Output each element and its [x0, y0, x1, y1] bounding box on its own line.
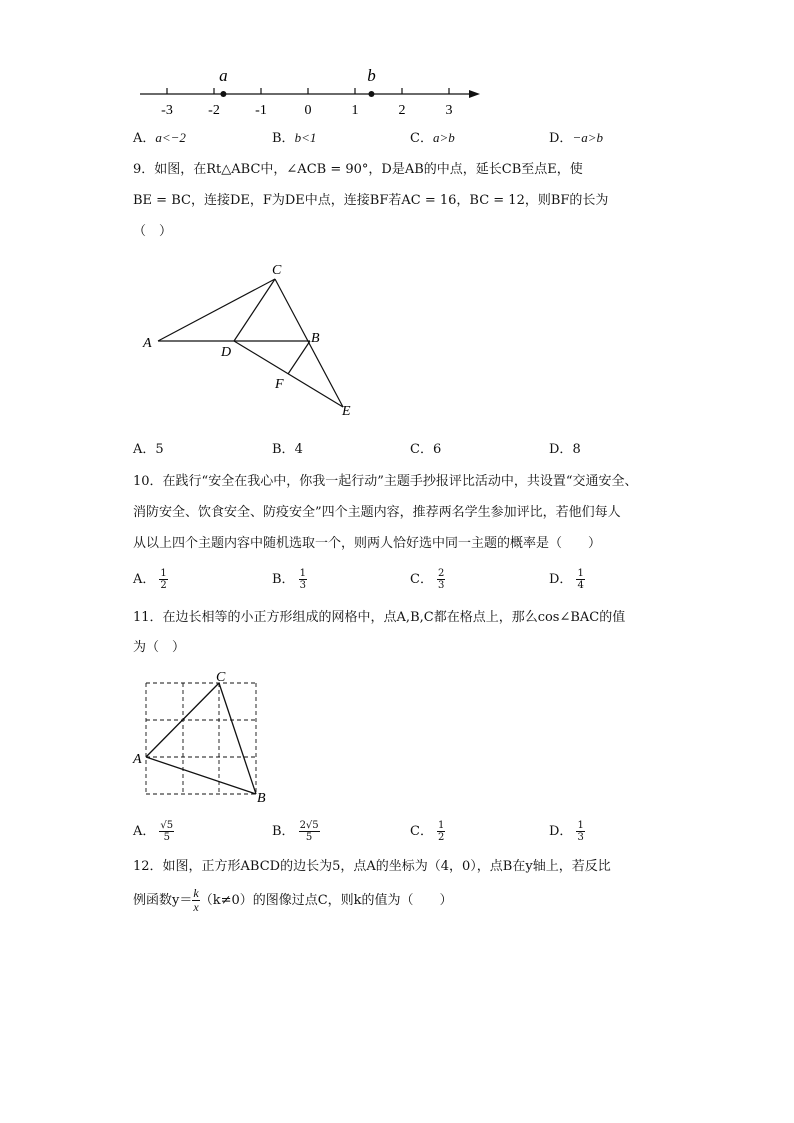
q8-option-a: A．a<−2 — [133, 130, 186, 146]
number-line-tick-label: 0 — [304, 103, 312, 118]
q8-option-c: C．a>b — [410, 130, 455, 146]
q9-option-d: D．8 — [549, 442, 581, 457]
segment-cb — [219, 683, 256, 794]
label-a: A — [133, 752, 142, 767]
q8-option-d: D．−a>b — [549, 130, 603, 146]
q8-option-b: B．b<1 — [272, 130, 317, 146]
q9-option-b: B．4 — [272, 442, 303, 457]
q10-stem-line2: 消防安全、饮食安全、防疫安全”四个主题内容，推荐两名学生参加评比，若他们每人 — [133, 505, 621, 520]
q9-stem-line2: BE = BC，连接DE，F为DE中点，连接BF若AC = 16，BC = 12，则BF的长为 — [133, 193, 609, 208]
number-line-tick-label: 2 — [398, 103, 406, 118]
q12-stem-line1: 12．如图，正方形ABCD的边长为5，点A的坐标为（4，0），点B在y轴上，若反比 — [133, 859, 611, 874]
q10-option-d: D． $\frac{1}{4}$ — [549, 568, 584, 591]
number-line-tick-label: -2 — [208, 103, 220, 118]
segment-dc — [234, 279, 275, 341]
point-b-dot — [368, 91, 374, 97]
q12-stem-line2: 例函数y＝ $\frac{k}{x}$ （k≠0）的图像过点C，则k的值为（ ） — [133, 886, 453, 914]
q11-grid-figure — [130, 665, 280, 810]
q11-stem-line1: 11．在边长相等的小正方形组成的网格中，点A,B,C都在格点上，那么cos∠BAC的值 — [133, 610, 626, 625]
label-a: A — [143, 336, 152, 351]
q9-option-a: A．5 — [133, 442, 164, 457]
q11-option-d: D． $\frac{1}{3}$ — [549, 820, 584, 843]
number-line-figure — [130, 60, 490, 120]
point-a-label: a — [219, 66, 228, 85]
q10-stem-line3: 从以上四个主题内容中随机选取一个，则两人恰好选中同一主题的概率是（ ） — [133, 536, 602, 551]
q10-stem-line1: 10．在践行“安全在我心中，你我一起行动”主题手抄报评比活动中，共设置“交通安全、 — [133, 474, 638, 489]
number-line-tick-label: -3 — [161, 103, 173, 118]
q11-stem-line2: 为（ ） — [133, 640, 186, 655]
q9-stem-line3: （ ） — [133, 224, 173, 239]
q10-option-b: B． $\frac{1}{3}$ — [272, 568, 306, 591]
q11-option-c: C． $\frac{1}{2}$ — [410, 820, 445, 843]
q9-triangle-figure — [135, 255, 375, 425]
q10-option-a: A． $\frac{1}{2}$ — [133, 568, 167, 591]
point-a-dot — [220, 91, 226, 97]
q9-stem-line1: 9．如图，在Rt△ABC中，∠ACB = 90°，D是AB的中点，延长CB至点E，使 — [133, 162, 583, 177]
segment-bf — [288, 341, 310, 374]
segment-ab — [146, 757, 256, 794]
segment-ac — [158, 279, 275, 341]
label-e: E — [342, 404, 351, 419]
number-line-arrow — [469, 90, 480, 98]
label-f: F — [275, 377, 284, 392]
q10-option-c: C． $\frac{2}{3}$ — [410, 568, 445, 591]
number-line-tick-label: -1 — [255, 103, 267, 118]
q9-option-c: C．6 — [410, 442, 442, 457]
label-d: D — [221, 345, 232, 360]
q11-option-a: A． $\frac{√5}{5}$ — [133, 820, 174, 843]
label-c: C — [272, 263, 282, 278]
q11-option-b: B． $\frac{2√5}{5}$ — [272, 820, 319, 843]
number-line-tick-label: 3 — [445, 103, 453, 118]
point-b-label: b — [367, 66, 376, 85]
label-b: B — [311, 331, 320, 346]
number-line-tick-label: 1 — [351, 103, 359, 118]
label-b: B — [257, 791, 266, 806]
label-c: C — [216, 670, 226, 685]
